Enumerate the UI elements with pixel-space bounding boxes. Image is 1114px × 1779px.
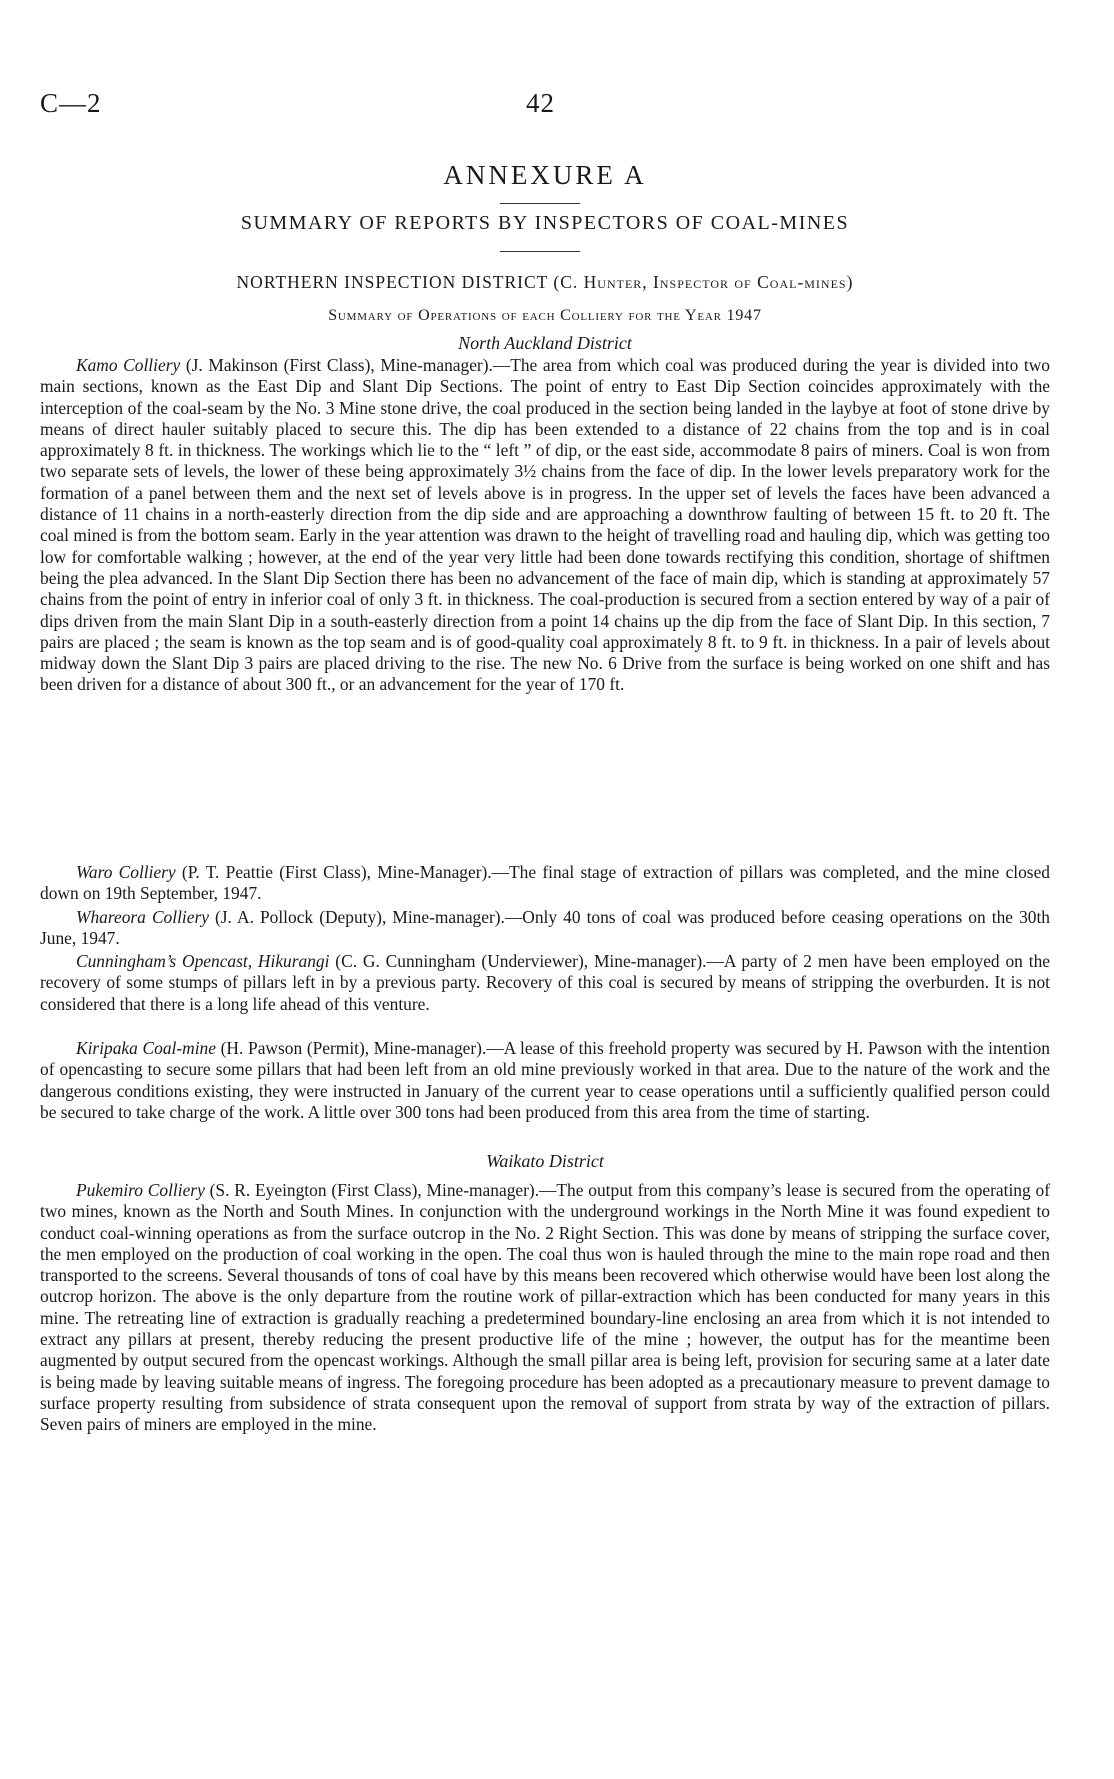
paragraph-pukemiro-colliery xyxy=(40,1180,1050,1436)
page-number: 42 xyxy=(526,88,555,118)
paragraph-text: (C. G. Cunningham (Underviewer), Mine-manager).—A party of 2 men have been employed on the recovery of some stumps of pillars left in by a previous party. Recovery of this coal is secured by means of stripping the overburden. It is not considered that there is a long life ahead of this venture. xyxy=(40,951,1050,1014)
paragraph-text: (P. T. Peattie (First Class), Mine-Manager).—The final stage of extraction of pillars was completed, and the mine closed down on 19th September, 1947. xyxy=(40,862,1050,904)
district-name: NORTHERN INSPECTION DISTRICT (C. xyxy=(236,272,584,292)
report-subtitle: SUMMARY OF REPORTS BY INSPECTORS OF COAL-MINES xyxy=(240,212,850,234)
paragraph-waro-colliery xyxy=(40,862,1050,905)
document-reference: C—2 xyxy=(40,88,102,118)
paragraph-text: (J. Makinson (First Class), Mine-manager).—The area from which coal was produced during the year is divided into two main sections, known as the East Dip and Slant Dip Sections. The point of entry to East Dip Section coincides approximately with the interception of the coal-seam by the No. 3 Mine stone drive, the coal produced in the section being landed in the laybye at foot of stone drive by means of direct hauler suitably placed to secure this. The dip has been extended to a distance of 22 chains from the top and is in coal approximately 8 ft. in thickness. The workings which lie to the “ left ” of dip, or the east side, accommodate 8 pairs of miners. Coal is won from two separate sets of levels, the lower of these being approximately 3½ chains from the face of dip. In the lower levels preparatory work for the formation of a panel between them and the next set of levels above is in progress. In the upper set of levels the faces have been advanced a distance of 11 chains in a north-easterly direction from the dip side and are approaching a downthrow faulting of between 15 ft. to 20 ft. The coal mined is from the bottom seam. Early in the year attention was drawn to the height of travelling road and hauling dip, which was getting too low for comfortable walking ; however, at the end of the year very little had been done towards rectifying this condition, shortage of shiftmen being the plea advanced. In the Slant Dip Section there has been no advancement of the face of main dip, which is standing at approximately 57 chains from the point of entry in inferior coal of only 3 ft. in thickness. The coal-production is secured from a section entered by way of a pair of dips driven from the main Slant Dip in a south-easterly direction from a point 14 chains up the dip from the face of Slant Dip. In this section, 7 pairs are placed ; the seam is known as the top seam and is of good-quality coal approximately 8 ft. to 9 ft. in thickness. In a pair of levels about midway down the Slant Dip 3 pairs are placed driving to the rise. The new No. 6 Drive from the surface is being worked on one shift and has been driven for a distance of about 300 ft., or an advancement for the year of 170 ft. xyxy=(40,355,1050,695)
paragraph-cunninghams-opencast xyxy=(40,951,1050,1015)
colliery-name: Waro Colliery xyxy=(76,862,176,882)
district-heading-waikato: Waikato District xyxy=(486,1151,604,1171)
annexure-title: ANNEXURE A xyxy=(443,160,647,190)
colliery-name: Pukemiro Colliery xyxy=(76,1180,205,1200)
paragraph-kiripaka-coal-mine xyxy=(40,1038,1050,1123)
document-page xyxy=(40,0,1050,1779)
paragraph-kamo-colliery xyxy=(40,355,1050,696)
subtitle-divider xyxy=(500,251,580,252)
district-heading-north-auckland: North Auckland District xyxy=(458,333,632,353)
page-header xyxy=(40,88,1050,122)
colliery-name: Whareora Colliery xyxy=(76,907,209,927)
colliery-name: Kamo Colliery xyxy=(76,355,181,375)
operations-summary-heading: Summary of Operations of each Colliery for the Year 1947 xyxy=(328,307,762,324)
colliery-name: Kiripaka Coal-mine xyxy=(76,1038,216,1058)
paragraph-text: (S. R. Eyeington (First Class), Mine-manager).—The output from this company’s lease is secured from the operating of two mines, known as the North and South Mines. In conjunction with the underground workings in the North Mine it was found expedient to conduct coal-winning operations as from the surface outcrop in the No. 2 Right Section. This was done by means of stripping the surface cover, the men employed on the production of coal working in the open. The coal thus won is hauled through the mine to the main rope road and then transported to the screens. Several thousands of tons of coal have by this means been recovered which otherwise would have been lost along the outcrop horizon. The above is the only departure from the routine work of pillar-extraction which has been conducted for many years in this mine. The retreating line of extraction is gradually reaching a predetermined boundary-line enclosing an area from which it is not intended to extract any pillars at present, thereby reducing the present productive life of the mine ; however, the output has for the meantime been augmented by output secured from the opencast workings. Although the small pillar area is being left, provision for securing same at a later date is being made by leaving suitable means of ingress. The foregoing procedure has been adopted as a precautionary measure to prevent damage to surface property resulting from subsidence of strata consequent upon the removal of support from strata by way of the extraction of pillars. Seven pairs of miners are employed in the mine. xyxy=(40,1180,1050,1435)
inspection-district-heading xyxy=(40,272,1050,293)
colliery-name: Cunningham’s Opencast, Hikurangi xyxy=(76,951,330,971)
title-divider xyxy=(500,203,580,204)
paragraph-text: (J. A. Pollock (Deputy), Mine-manager).—Only 40 tons of coal was produced before ceasing operations on the 30th June, 1947. xyxy=(40,907,1050,949)
paragraph-text: (H. Pawson (Permit), Mine-manager).—A lease of this freehold property was secured by H. Pawson with the intention of opencasting to secure some pillars that had been left from an old mine previously worked in that area. Due to the nature of the work and the dangerous conditions existing, they were instructed in January of the current year to cease operations until a sufficiently qualified person could be secured to take charge of the work. A little over 300 tons had been produced from this area from the time of starting. xyxy=(40,1038,1051,1122)
inspector-name: Hunter, Inspector of Coal-mines) xyxy=(583,272,854,292)
paragraph-whareora-colliery xyxy=(40,907,1050,950)
